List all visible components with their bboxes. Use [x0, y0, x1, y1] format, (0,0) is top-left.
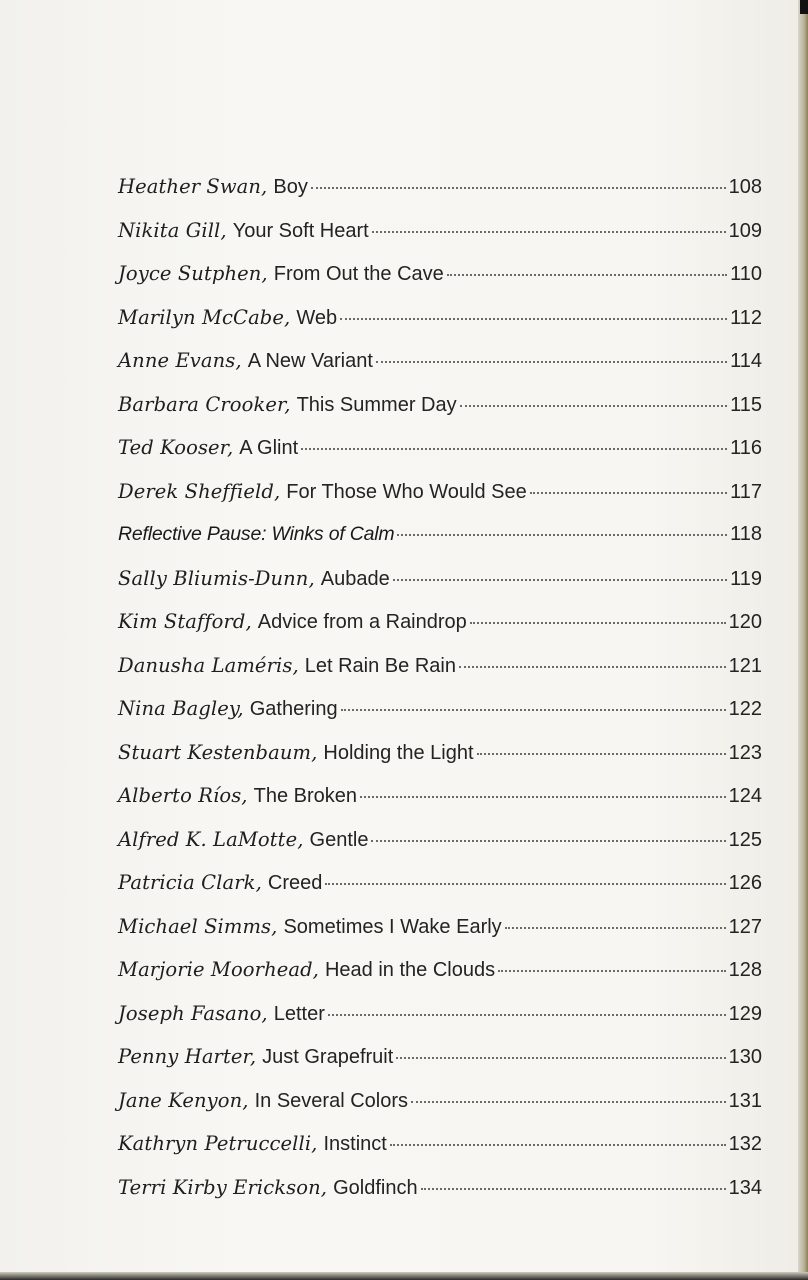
toc-entry [118, 252, 762, 296]
toc-section-entry [118, 513, 762, 557]
dot-leader [301, 448, 727, 450]
toc-author: Jane Kenyon, [118, 1088, 249, 1112]
toc-entry [118, 1079, 762, 1123]
toc-author: Alfred K. LaMotte, [118, 827, 304, 851]
toc-entry [118, 600, 762, 644]
dot-leader [325, 883, 725, 885]
toc-page-number: 128 [728, 959, 762, 981]
toc-page-number: 125 [728, 828, 762, 851]
toc-page-number: 124 [728, 785, 762, 807]
toc-entry [118, 383, 762, 427]
toc-title: Instinct [323, 1133, 387, 1155]
table-of-contents [118, 165, 762, 1209]
toc-title: From Out the Cave [273, 263, 444, 285]
toc-title: Gathering [249, 698, 338, 720]
toc-page-number: 123 [728, 741, 762, 764]
toc-entry [118, 1166, 762, 1210]
toc-author: Kim Stafford, [118, 610, 252, 633]
toc-page-number: 129 [728, 1002, 762, 1025]
toc-page-number: 109 [728, 219, 762, 242]
dot-leader [371, 840, 725, 842]
toc-entry [118, 1035, 762, 1079]
toc-entry [118, 470, 762, 514]
toc-author: Derek Sheffield, [118, 479, 281, 503]
dot-leader [393, 579, 727, 581]
dot-leader [459, 666, 726, 668]
toc-author: Marjorie Moorhead, [118, 958, 319, 981]
toc-entry [118, 861, 762, 905]
toc-entry [118, 687, 762, 731]
toc-title: Web [296, 306, 338, 329]
toc-author: Penny Harter, [118, 1045, 257, 1068]
toc-page-number: 127 [728, 915, 762, 938]
dot-leader [498, 970, 726, 972]
toc-page-number: 131 [728, 1089, 762, 1112]
toc-author: Kathryn Petruccelli, [118, 1132, 318, 1155]
toc-author: Nina Bagley, [118, 697, 244, 720]
toc-author: Heather Swan, [118, 175, 268, 198]
toc-entry [118, 644, 762, 688]
toc-entry [118, 296, 762, 340]
toc-page-number: 118 [730, 523, 762, 545]
toc-entry [118, 818, 762, 862]
toc-title: A New Variant [247, 350, 373, 372]
toc-entry [118, 948, 762, 992]
toc-author: Terri Kirby Erickson, [118, 1175, 328, 1199]
toc-page-number: 134 [728, 1176, 762, 1199]
toc-entry [118, 992, 762, 1036]
page-edge-right [798, 0, 808, 1280]
dot-leader [311, 187, 726, 189]
dot-leader [396, 1057, 725, 1059]
toc-page-number: 117 [730, 480, 762, 503]
toc-title: Creed [267, 872, 323, 894]
dot-leader [470, 622, 726, 624]
toc-page-number: 120 [728, 611, 762, 633]
toc-page-number: 130 [728, 1046, 762, 1068]
toc-title: Aubade [320, 567, 390, 590]
toc-author: Joyce Sutphen, [118, 262, 268, 285]
dot-leader [341, 709, 726, 711]
toc-entry [118, 209, 762, 253]
toc-entry [118, 774, 762, 818]
toc-page-number: 122 [728, 698, 762, 720]
toc-section-title: Reflective Pause: Winks of Calm [118, 523, 395, 545]
dot-leader [340, 318, 727, 320]
toc-page-number: 110 [730, 263, 762, 285]
toc-page-number: 132 [728, 1133, 762, 1155]
toc-title: This Summer Day [296, 393, 457, 416]
dot-leader [477, 753, 726, 755]
toc-author: Nikita Gill, [118, 218, 227, 242]
toc-page-number: 112 [730, 306, 762, 329]
toc-title: Head in the Clouds [324, 959, 496, 981]
toc-page-number: 121 [728, 654, 762, 677]
toc-author: Barbara Crooker, [118, 392, 291, 416]
toc-title: Advice from a Raindrop [257, 611, 467, 633]
toc-title: The Broken [253, 785, 357, 807]
toc-title: For Those Who Would See [286, 480, 527, 503]
toc-page-number: 126 [728, 872, 762, 894]
dot-leader [530, 492, 727, 494]
toc-author: Marilyn McCabe, [118, 305, 291, 329]
toc-title: Letter [273, 1002, 325, 1025]
toc-page-number: 119 [730, 567, 762, 590]
toc-page-number: 116 [730, 437, 762, 459]
toc-author: Michael Simms, [118, 914, 278, 938]
toc-title: Goldfinch [333, 1176, 418, 1199]
toc-page-number: 108 [728, 176, 762, 198]
toc-page-number: 114 [730, 350, 762, 372]
toc-title: Holding the Light [323, 741, 474, 764]
toc-author: Ted Kooser, [118, 436, 234, 459]
toc-title: Your Soft Heart [232, 219, 369, 242]
dot-leader [376, 361, 727, 363]
toc-author: Danusha Laméris, [118, 653, 299, 677]
toc-entry [118, 905, 762, 949]
toc-author: Stuart Kestenbaum, [118, 740, 318, 764]
dot-leader [411, 1101, 726, 1103]
toc-entry [118, 731, 762, 775]
toc-author: Patricia Clark, [118, 871, 262, 894]
dot-leader [447, 274, 727, 276]
toc-title: Sometimes I Wake Early [283, 915, 502, 938]
toc-title: In Several Colors [254, 1089, 409, 1112]
toc-title: A Glint [239, 437, 299, 459]
toc-author: Anne Evans, [118, 349, 242, 372]
dot-leader [372, 231, 726, 233]
dot-leader [460, 405, 727, 407]
toc-entry [118, 339, 762, 383]
toc-author: Alberto Ríos, [118, 784, 248, 807]
dot-leader [328, 1014, 726, 1016]
toc-author: Sally Bliumis-Dunn, [118, 566, 315, 590]
toc-entry [118, 426, 762, 470]
toc-entry [118, 557, 762, 601]
page-corner-shadow [800, 0, 808, 14]
toc-title: Gentle [309, 828, 369, 851]
dot-leader [397, 534, 727, 536]
toc-title: Boy [273, 176, 308, 198]
dot-leader [505, 927, 726, 929]
toc-title: Just Grapefruit [262, 1046, 394, 1068]
toc-page-number: 115 [730, 393, 762, 416]
toc-entry [118, 1122, 762, 1166]
page-edge-bottom [0, 1272, 808, 1280]
toc-title: Let Rain Be Rain [304, 654, 456, 677]
dot-leader [390, 1144, 726, 1146]
dot-leader [421, 1188, 726, 1190]
dot-leader [360, 796, 726, 798]
toc-author: Joseph Fasano, [118, 1001, 268, 1025]
toc-entry [118, 165, 762, 209]
